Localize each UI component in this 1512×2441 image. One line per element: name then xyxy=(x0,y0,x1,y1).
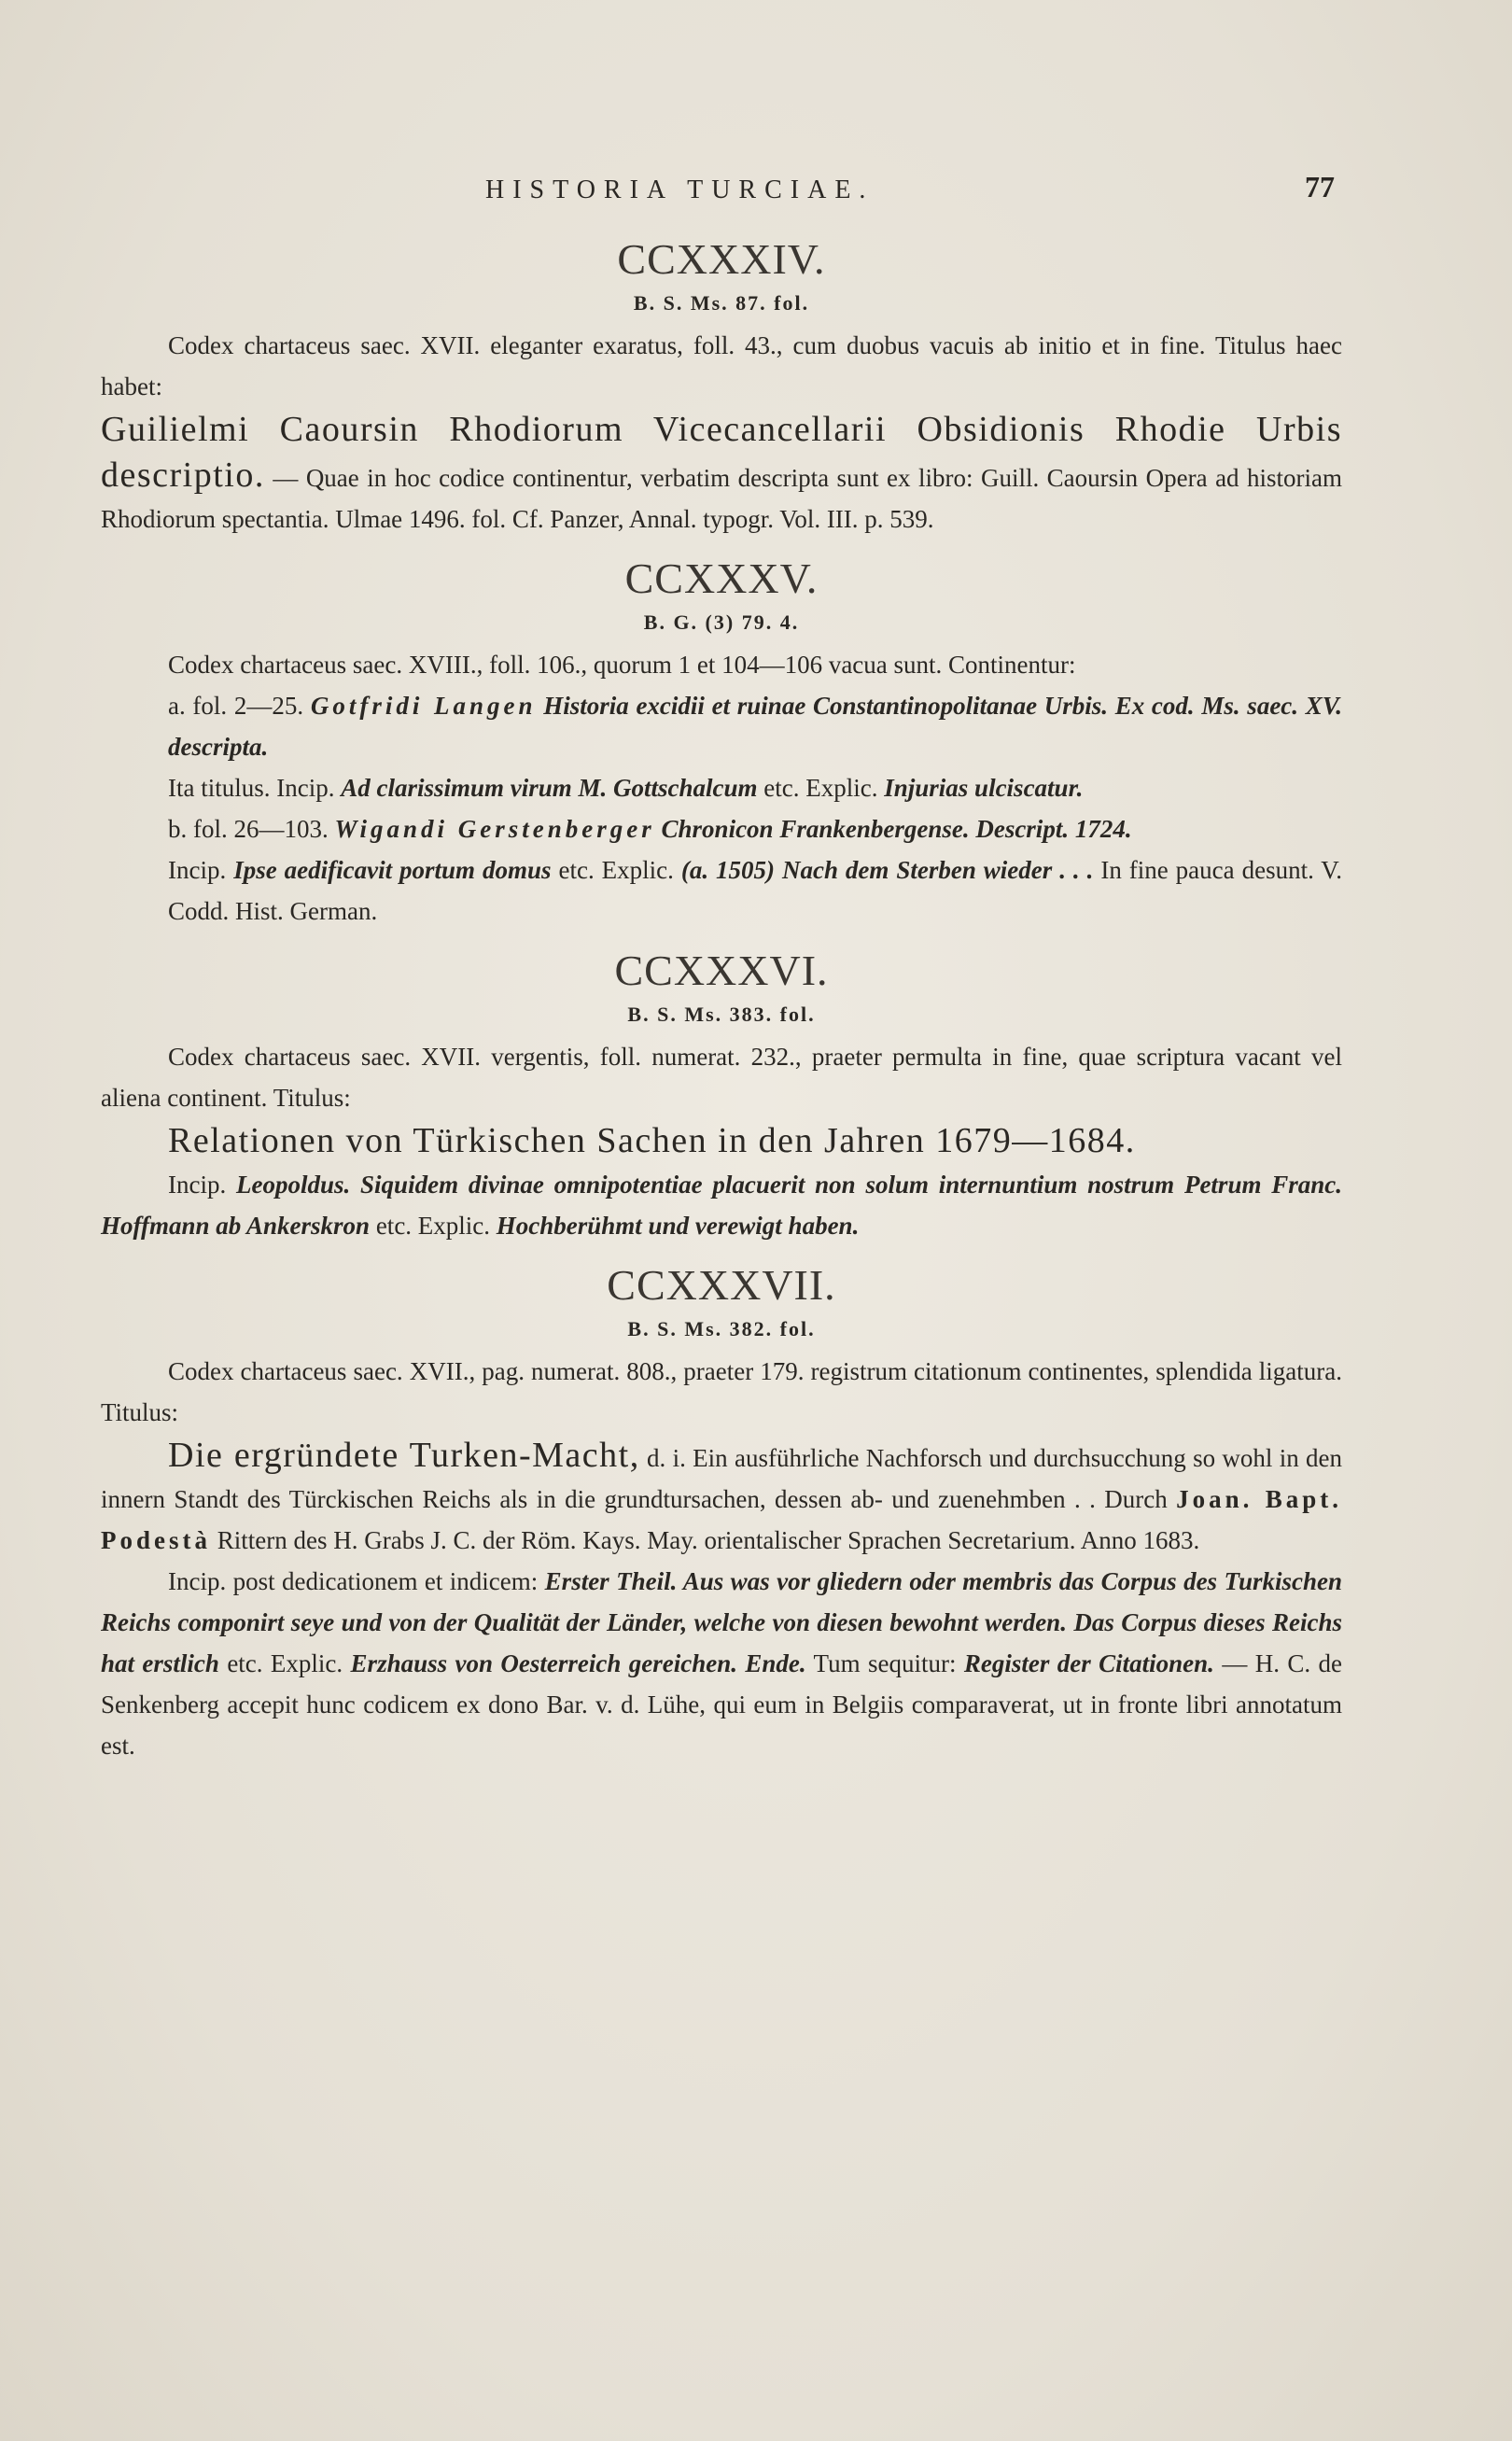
incipit-explicit xyxy=(101,1561,1342,1766)
sequitur-lead: Tum sequitur: xyxy=(813,1649,957,1677)
entry-number: CCXXXVI. xyxy=(614,947,829,994)
explic-lead: etc. Explic. xyxy=(558,856,674,884)
incipit-explicit-a xyxy=(101,767,1342,808)
content-item-a xyxy=(101,685,1342,767)
item-author: Wigandi Gerstenberger xyxy=(334,815,655,843)
page-header xyxy=(168,170,1335,213)
item-title: Chronicon Frankenbergense. Descript. 1724. xyxy=(661,815,1132,843)
title-paragraph xyxy=(101,1118,1342,1164)
page-content xyxy=(101,233,1342,1779)
explic-lead: etc. Explic. xyxy=(763,774,878,802)
entry-number: CCXXXVII. xyxy=(607,1261,836,1309)
page-number: 77 xyxy=(1305,170,1335,203)
shelfmark: B. S. Ms. 383. fol. xyxy=(627,1003,816,1026)
manuscript-title: Die ergründete Turken-Macht, xyxy=(168,1436,640,1475)
running-title: HISTORIA TURCIAE. xyxy=(485,175,875,204)
entry-number: CCXXXV. xyxy=(624,554,819,602)
incipit-explicit xyxy=(101,1164,1342,1246)
incipit-explicit-b xyxy=(101,849,1342,932)
source-note: — Quae in hoc codice continentur, verbatim descripta sunt ex libro: Guill. Caoursin Opera ad historiam Rhodiorum spectantia. Ulmae 1496. fol. Cf. Panzer, Annal. typogr. Vol. III. p. 539. xyxy=(101,464,1343,533)
entry-ccxxxvii xyxy=(101,1259,1342,1766)
incipit-text: Leopoldus. Siquidem divinae omnipotentiae placuerit non solum internuntium nostrum Petrum Franc. Hoffmann ab Ankerskron xyxy=(101,1171,1343,1240)
closing-note: — H. C. de Senkenberg accepit hunc codicem ex dono Bar. v. d. Lühe, qui eum in Belgiis comparaverat, ut in fronte libri annotatum est. xyxy=(101,1649,1342,1760)
incip-lead: Ita titulus. Incip. xyxy=(168,774,335,802)
shelfmark: B. G. (3) 79. 4. xyxy=(643,610,800,634)
incip-lead: Incip. xyxy=(168,1171,227,1199)
codex-description: Codex chartaceus saec. XVII., pag. numerat. 808., praeter 179. registrum citationum continentes, splendida ligatura. Titulus: xyxy=(101,1357,1342,1426)
shelfmark: B. S. Ms. 382. fol. xyxy=(627,1317,816,1340)
item-title: Historia excidii et ruinae Constantinopolitanae Urbis. Ex cod. Ms. saec. XV. descripta. xyxy=(168,692,1343,761)
incipit-text: Erster Theil. Aus was vor gliedern oder membris das Corpus des Turkischen Reichs componirt seye und von der Qualität der Länder, welche von diesen bewohnt werden. Das Corpus dieses Reichs hat erstlich xyxy=(101,1567,1342,1677)
incip-lead: Incip. xyxy=(168,856,227,884)
explic-lead: etc. Explic. xyxy=(375,1212,491,1240)
item-author: Gotfridi Langen xyxy=(310,692,537,720)
content-item-b xyxy=(101,808,1342,849)
codex-description: Codex chartaceus saec. XVII. vergentis, foll. numerat. 232., praeter permulta in fine, quae scriptura vacant vel aliena continent. Titulus: xyxy=(101,1043,1342,1112)
explicit-text: (a. 1505) Nach dem Sterben wieder . . . xyxy=(680,856,1094,884)
explic-lead: etc. Explic. xyxy=(227,1649,343,1677)
incipit-text: Ad clarissimum virum M. Gottschalcum xyxy=(341,774,758,802)
title-paragraph xyxy=(101,407,1342,540)
incip-lead: Incip. post dedicationem et indicem: xyxy=(168,1567,539,1595)
entry-ccxxxiv xyxy=(101,233,1342,540)
title-continuation: d. i. Ein ausführliche Nachforsch und durchsucchung so wohl in den innern Standt des Türckischen Reichs als in die grundtursachen, dessen ab- und zuenehmben . . Durch xyxy=(101,1444,1343,1513)
sequitur-text: Register der Citationen. xyxy=(963,1649,1214,1677)
manuscript-title: Relationen von Türkischen Sachen in den Jahren 1679—1684. xyxy=(168,1121,1136,1160)
item-label: b. fol. 26—103. xyxy=(168,815,329,843)
shelfmark: B. S. Ms. 87. fol. xyxy=(633,291,810,315)
title-paragraph xyxy=(101,1433,1342,1561)
codex-description: Codex chartaceus saec. XVII. eleganter exaratus, foll. 43., cum duobus vacuis ab initio et in fine. Titulus haec habet: xyxy=(101,331,1342,400)
entry-ccxxxv xyxy=(101,553,1342,932)
explicit-text: Injurias ulciscatur. xyxy=(884,774,1084,802)
closing-note: In fine pauca desunt. V. Codd. Hist. German. xyxy=(168,856,1343,925)
codex-description: Codex chartaceus saec. XVIII., foll. 106., quorum 1 et 104—106 vacua sunt. Continentur: xyxy=(168,651,1076,679)
manuscript-title: Guilielmi Caoursin Rhodiorum Vicecancellarii Obsidionis Rhodie Urbis descriptio. xyxy=(101,410,1342,495)
title-tail: Rittern des H. Grabs J. C. der Röm. Kays. May. orientalischer Sprachen Secretarium. Anno 1683. xyxy=(217,1526,1200,1554)
entry-ccxxxvi xyxy=(101,945,1342,1246)
title-author: Joan. Bapt. Podestà xyxy=(101,1485,1343,1554)
entry-number: CCXXXIV. xyxy=(617,235,826,283)
explicit-text: Erzhauss von Oesterreich gereichen. Ende. xyxy=(350,1649,806,1677)
item-label: a. fol. 2—25. xyxy=(168,692,304,720)
explicit-text: Hochberühmt und verewigt haben. xyxy=(496,1212,860,1240)
incipit-text: Ipse aedificavit portum domus xyxy=(233,856,552,884)
